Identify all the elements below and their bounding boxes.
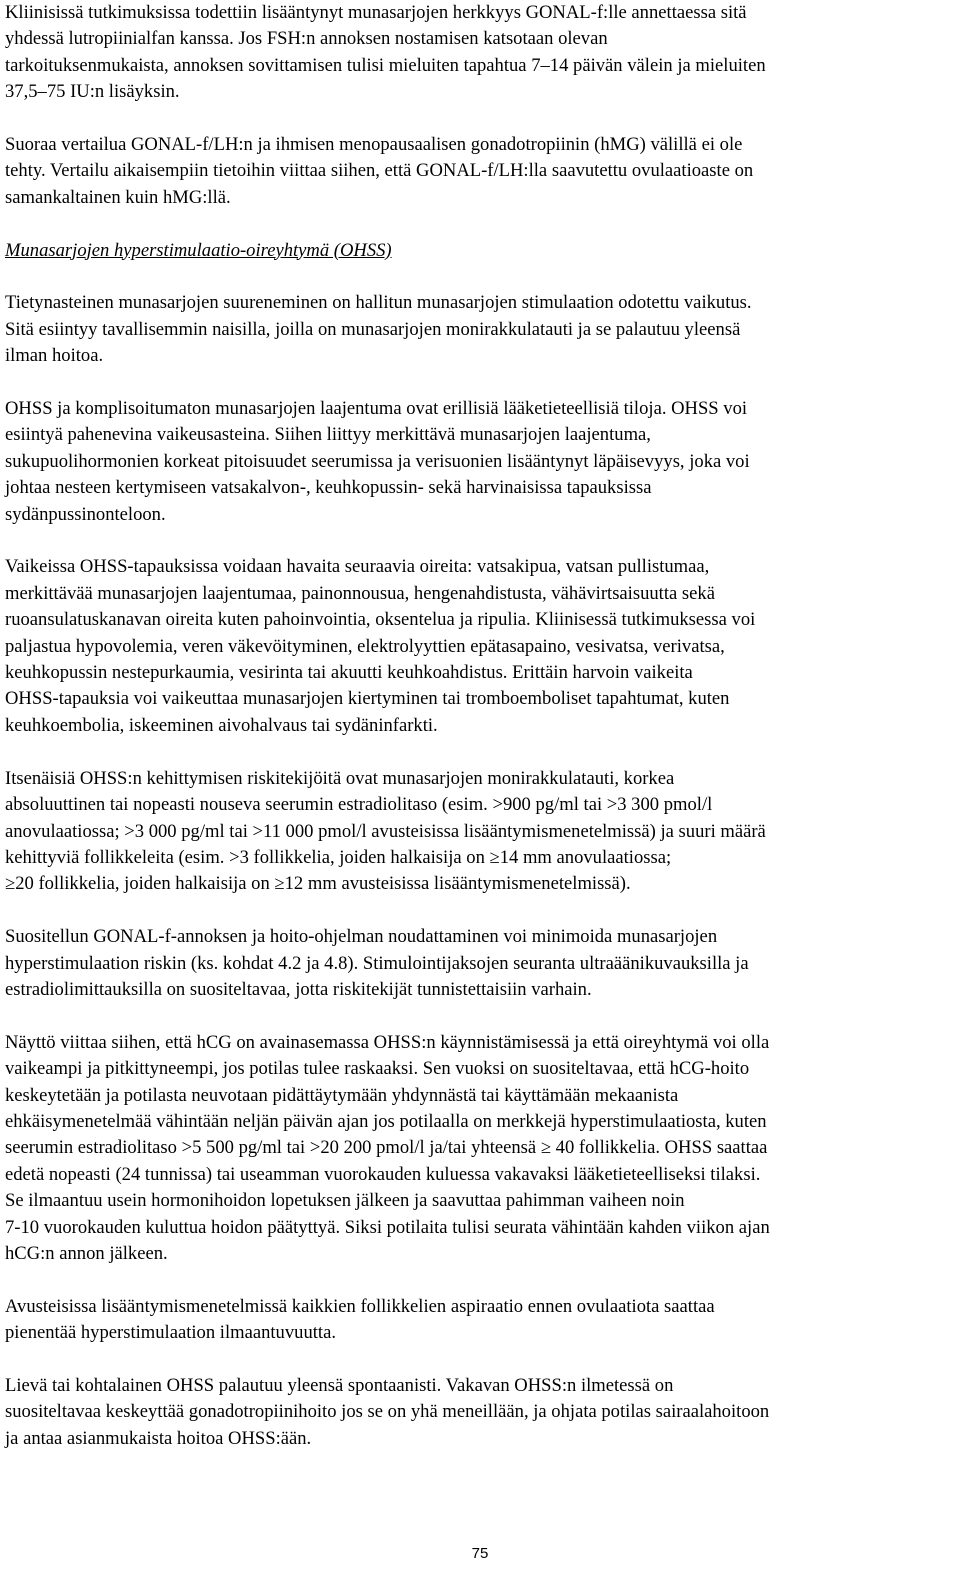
paragraph-gap (5, 1003, 955, 1029)
text-line: Näyttö viittaa siihen, että hCG on avainasemassa OHSS:n käynnistämisessä ja että oireyhtymä voi olla (5, 1031, 770, 1053)
paragraph-fsh-dosing (5, 0, 955, 106)
paragraph-gap (5, 106, 955, 132)
text-line: Itsenäisiä OHSS:n kehittymisen riskitekijöitä ovat munasarjojen monirakkulatauti, korkea (5, 767, 675, 789)
text-line: sukupuolihormonien korkeat pitoisuudet seerumissa ja verisuonien lisääntynyt läpäisevyys, joka voi (5, 450, 750, 472)
paragraph-gap (5, 1347, 955, 1373)
text-line: tarkoituksenmukaista, annoksen sovittamisen tulisi mieluiten tapahtua 7–14 päivän välein ja mieluiten (5, 54, 766, 76)
text-line: keuhkoembolia, iskeeminen aivohalvaus tai sydäninfarkti. (5, 714, 438, 736)
text-line: Se ilmaantuu usein hormonihoidon lopetuksen jälkeen ja saavuttaa pahimman vaiheen noin (5, 1190, 685, 1212)
paragraph-gap (5, 1267, 955, 1293)
text-line: vaikeampi ja pitkittyneempi, jos potilas tulee raskaaksi. Sen vuoksi on suositeltavaa, että hCG-hoito (5, 1058, 750, 1080)
paragraph-gap (5, 370, 955, 396)
paragraph-gap (5, 264, 955, 290)
text-line: ehkäisymenetelmää vähintään neljän päivän ajan jos potilaalla on merkkejä hyperstimulaatiosta, kuten (5, 1110, 767, 1132)
document-body (5, 0, 955, 1452)
text-line: ruoansulatuskanavan oireita kuten pahoinvointia, oksentelua ja ripulia. Kliinisessä tutkimuksessa voi (5, 609, 756, 631)
text-line: yhdessä lutropiinialfan kanssa. Jos FSH:n annoksen nostamisen katsotaan olevan (5, 28, 608, 50)
text-line: kehittyviä follikkeleita (esim. >3 follikkelia, joiden halkaisija on ≥14 mm anovulaatiossa; (5, 846, 672, 868)
text-line: seerumin estradiolitaso >5 500 pg/ml tai >20 200 pmol/l ja/tai yhteensä ≥ 40 follikkelia. OHSS saattaa (5, 1137, 768, 1159)
text-line: suositeltavaa keskeyttää gonadotropiinihoito jos se on yhä meneillään, ja ohjata potilas sairaalahoitoon (5, 1401, 770, 1423)
text-line: OHSS-tapauksia voi vaikeuttaa munasarjojen kiertyminen tai tromboemboliset tapahtumat, kuten (5, 688, 730, 710)
text-line: samankaltainen kuin hMG:llä. (5, 186, 231, 208)
text-line: Kliinisissä tutkimuksissa todettiin lisääntynyt munasarjojen herkkyys GONAL-f:lle annettaessa sitä (5, 2, 747, 23)
text-line: 7-10 vuorokauden kuluttua hoidon päätyttyä. Siksi potilaita tulisi seurata vähintään kahden viikon ajan (5, 1216, 770, 1238)
text-line: ilman hoitoa. (5, 345, 104, 367)
text-line: keskeytetään ja potilasta neuvotaan pidättäytymään yhdynnästä tai käyttämään mekaanista (5, 1084, 679, 1106)
paragraph-hcg-role (5, 1030, 955, 1268)
text-line: estradiolimittauksilla on suositeltavaa, jotta riskitekijät tunnistettaisiin varhain. (5, 978, 592, 1000)
text-line: Vaikeissa OHSS-tapauksissa voidaan havaita seuraavia oireita: vatsakipua, vatsan pullistumaa, (5, 556, 710, 578)
text-line: Suositellun GONAL-f-annoksen ja hoito-ohjelman noudattaminen voi minimoida munasarjojen (5, 926, 718, 948)
text-line: esiintyä pahenevina vaikeusasteina. Siihen liittyy merkittävä munasarjojen laajentuma, (5, 424, 651, 446)
text-line: absoluuttinen tai nopeasti nouseva seerumin estradiolitaso (esim. >900 pg/ml tai >3 300 pmol/l (5, 794, 713, 816)
text-line: 37,5–75 IU:n lisäyksin. (5, 81, 180, 103)
paragraph-dose-monitoring (5, 924, 955, 1003)
text-line: hCG:n annon jälkeen. (5, 1242, 168, 1264)
paragraph-ohss-treatment (5, 1373, 955, 1452)
paragraph-gap (5, 211, 955, 237)
text-line: ja antaa asianmukaista hoitoa OHSS:ään. (5, 1427, 312, 1449)
text-line: Lievä tai kohtalainen OHSS palautuu yleensä spontaanisti. Vakavan OHSS:n ilmetessä on (5, 1374, 674, 1396)
text-line: johtaa nesteen kertymiseen vatsakalvon-, keuhkopussin- sekä harvinaisissa tapauksissa (5, 477, 652, 499)
text-line: sydänpussinonteloon. (5, 503, 166, 525)
text-line: merkittävää munasarjojen laajentumaa, painonnousua, hengenahdistusta, vähävirtsaisuutta sekä (5, 582, 715, 604)
text-line: anovulaatiossa; >3 000 pg/ml tai >11 000 pmol/l avusteisissa lisääntymismenetelmissä) ja suuri määrä (5, 820, 766, 842)
paragraph-risk-factors (5, 766, 955, 898)
text-line: OHSS ja komplisoitumaton munasarjojen laajentuma ovat erillisiä lääketieteellisiä tiloja. OHSS voi (5, 398, 748, 420)
section-heading-ohss (5, 238, 955, 264)
paragraph-hmg-comparison (5, 132, 955, 211)
paragraph-ovarian-enlargement (5, 290, 955, 369)
paragraph-gap (5, 739, 955, 765)
text-line: tehty. Vertailu aikaisempiin tietoihin viittaa siihen, että GONAL-f/LH:lla saavutettu ovulaatioaste on (5, 160, 754, 182)
heading-text: Munasarjojen hyperstimulaatio-oireyhtymä (OHSS) (5, 239, 392, 261)
text-line: ≥20 follikkelia, joiden halkaisija on ≥12 mm avusteisissa lisääntymismenetelmissä). (5, 873, 631, 895)
paragraph-ohss-definition (5, 396, 955, 528)
text-line: edetä nopeasti (24 tunnissa) tai useamman vuorokauden kuluessa vakavaksi lääketieteelliseksi tilaksi. (5, 1163, 761, 1185)
paragraph-gap (5, 898, 955, 924)
text-line: keuhkopussin nestepurkaumia, vesirinta tai akuutti keuhkoahdistus. Erittäin harvoin vaikeita (5, 662, 693, 684)
text-line: Suoraa vertailua GONAL-f/LH:n ja ihmisen menopausaalisen gonadotropiinin (hMG) välillä ei ole (5, 134, 743, 156)
page-number: 75 (471, 1545, 489, 1562)
text-line: Sitä esiintyy tavallisemmin naisilla, joilla on munasarjojen monirakkulatauti ja se palautuu yleensä (5, 318, 741, 340)
text-line: paljastua hypovolemia, veren väkevöityminen, elektrolyyttien epätasapaino, vesivatsa, verivatsa, (5, 635, 725, 657)
paragraph-follicle-aspiration (5, 1294, 955, 1347)
text-line: pienentää hyperstimulaation ilmaantuvuutta. (5, 1322, 336, 1344)
paragraph-severe-symptoms (5, 554, 955, 739)
paragraph-gap (5, 528, 955, 554)
text-line: Tietynasteinen munasarjojen suureneminen on hallitun munasarjojen stimulaation odotettu vaikutus. (5, 292, 752, 314)
text-line: Avusteisissa lisääntymismenetelmissä kaikkien follikkelien aspiraatio ennen ovulaatiota saattaa (5, 1295, 715, 1317)
text-line: hyperstimulaation riskin (ks. kohdat 4.2 ja 4.8). Stimulointijaksojen seuranta ultraäänikuvauksilla ja (5, 952, 749, 974)
